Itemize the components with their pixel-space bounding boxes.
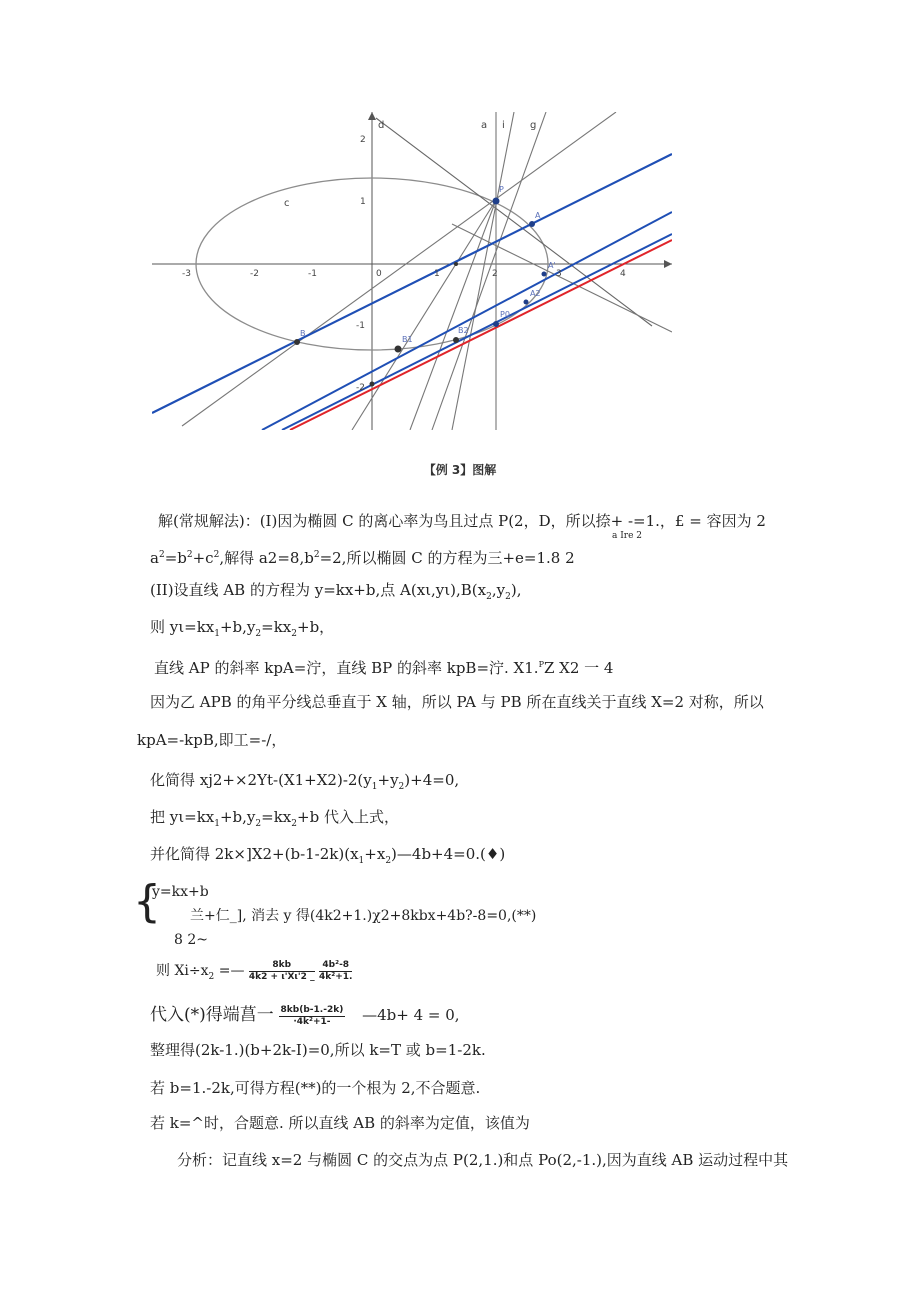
line-b2 — [410, 200, 496, 430]
label-b2: B2 — [458, 326, 469, 335]
text-line: 则 $y\iota=kx_1+b,y_2=kx_2+b$， — [150, 618, 335, 639]
label-i: i — [502, 120, 505, 131]
x-tick: 4 — [620, 269, 626, 279]
ellipse-figure — [152, 112, 672, 430]
label-g: g — [530, 120, 537, 131]
point-p — [493, 198, 500, 205]
text-line: $a^2=b^2+c^2$,解得 $a2=8,b^2=2$,所以椭圆 C 的方程为三+e=1.8 2 — [150, 549, 575, 567]
label-c: c — [284, 198, 290, 209]
text-line: 分析：记直线 x=2 与椭圆 C 的交点为点 P(2,1.)和点 Po(2,-1.),因为直线 AB 运动过程中其 — [177, 1151, 789, 1169]
point-b1 — [395, 346, 402, 353]
point-x-intercept — [454, 262, 458, 266]
y-tick: 1 — [360, 197, 366, 207]
blue-line-ab — [152, 154, 672, 413]
text-line: 则 $Xi\div x_2$ =— $\frac{8kb}{4k2 + \iota'X\iota'2 \_}$ $\frac{\text{4b²-8}}{\text{4k²+1.}}$ — [156, 959, 353, 982]
x-axis-arrow — [664, 260, 672, 268]
label-p: P — [499, 185, 504, 194]
label-a2: A2 — [530, 289, 541, 298]
label-a-point: A — [535, 211, 541, 220]
system-eq-3: 8 2~ — [174, 932, 208, 948]
point-y-intercept — [370, 382, 375, 387]
point-b2 — [453, 337, 459, 343]
fraction: $\frac{8kb(b-1.-2k)}{\text{·4k²+1-}}$ — [280, 1004, 344, 1027]
label-p0: P0 — [500, 310, 510, 319]
line-d — [376, 118, 652, 326]
point-a1 — [542, 272, 547, 277]
y-axis-arrow — [368, 112, 376, 120]
blue-line-3 — [282, 234, 672, 430]
system-eq-2: 兰+仁_], 消去 y 得(4k2+1.)χ2+8kbx+4b?-8=0,(**) — [190, 908, 537, 924]
text-line: 并化简得 $2k\times]X2+(b-1-2k)(x_1+x_2)—4b+4=0.(♦)$ — [150, 845, 506, 866]
x-tick: -3 — [182, 269, 191, 279]
x-tick: 3 — [556, 269, 562, 279]
line-i — [452, 112, 514, 430]
x-tick: 2 — [492, 269, 498, 279]
point-b — [294, 339, 300, 345]
system-brace: { — [133, 876, 161, 927]
point-a2 — [524, 300, 529, 305]
text-line: (II)设直线 AB 的方程为 y=kx+b,点 $A(x\iota,y\iota),B(x_2,y_2)$, — [150, 581, 522, 602]
text-line: 化简得 $xj2+\times 2Yt-(X1+X2)-2(y_1+y_2)+4=0$, — [150, 771, 460, 792]
text-line: 若 k=^时，合题意. 所以直线 AB 的斜率为定值，该值为 — [150, 1114, 530, 1132]
figure-caption: 【例 3】图解 — [423, 463, 497, 477]
x-tick: 1 — [434, 269, 440, 279]
text-line: 直线 AP 的斜率 kpA=泞，直线 BP 的斜率 kpB=泞. X1.$^P$Z X2 一 4 — [154, 659, 614, 677]
point-a — [529, 221, 535, 227]
x-tick: -1 — [308, 269, 317, 279]
text-line: 代入(*)得端菖一 $\frac{8kb(b-1.-2k)}{\text{·4k²+1-}}$ —4b+ 4 = 0, — [150, 1004, 460, 1027]
text-line: kpA=-kpB,即工=-/， — [137, 731, 287, 749]
label-a: a — [481, 120, 488, 131]
label-d: d — [378, 120, 385, 131]
x-tick: -2 — [250, 269, 259, 279]
text-line: 整理得(2k-1.)(b+2k-I)=0,所以 k=T 或 b=1-2k. — [150, 1041, 486, 1059]
x-tick: 0 — [376, 269, 382, 279]
system-eq-1: y=kx+b — [152, 884, 209, 900]
y-tick: -1 — [356, 321, 365, 331]
text-line: 因为乙 APB 的角平分线总垂直于 X 轴，所以 PA 与 PB 所在直线关于直线 X=2 对称，所以 — [150, 693, 764, 711]
text-line: 若 b=1.-2k,可得方程(**)的一个根为 2,不合题意. — [150, 1079, 481, 1097]
label-b1: B1 — [402, 335, 413, 344]
fraction: $\frac{8kb}{4k2 + \iota'X\iota'2 \_}$ — [248, 959, 315, 982]
y-tick: -2 — [356, 383, 365, 393]
figure-canvas — [152, 112, 672, 430]
point-p0 — [493, 321, 499, 327]
text-fragment: a Ire 2 — [612, 531, 642, 541]
line-g — [432, 112, 546, 430]
label-b: B — [300, 329, 306, 338]
text-line: 解(常规解法)：(I)因为椭圆 C 的离心率为鸟且过点 P(2，D，所以捺+ -=1.，£ = 容因为 2 — [158, 512, 766, 530]
text-line: 把 $y\iota=kx_1+b,y_2=kx_2+b$ 代入上式， — [150, 808, 399, 829]
y-tick: 2 — [360, 135, 366, 145]
red-line — [290, 240, 672, 430]
label-a1: A' — [548, 261, 556, 270]
blue-line-2 — [262, 212, 672, 430]
line-pa-tangent — [452, 224, 672, 332]
fraction: $\frac{\text{4b²-8}}{\text{4k²+1.}}$ — [319, 959, 353, 982]
